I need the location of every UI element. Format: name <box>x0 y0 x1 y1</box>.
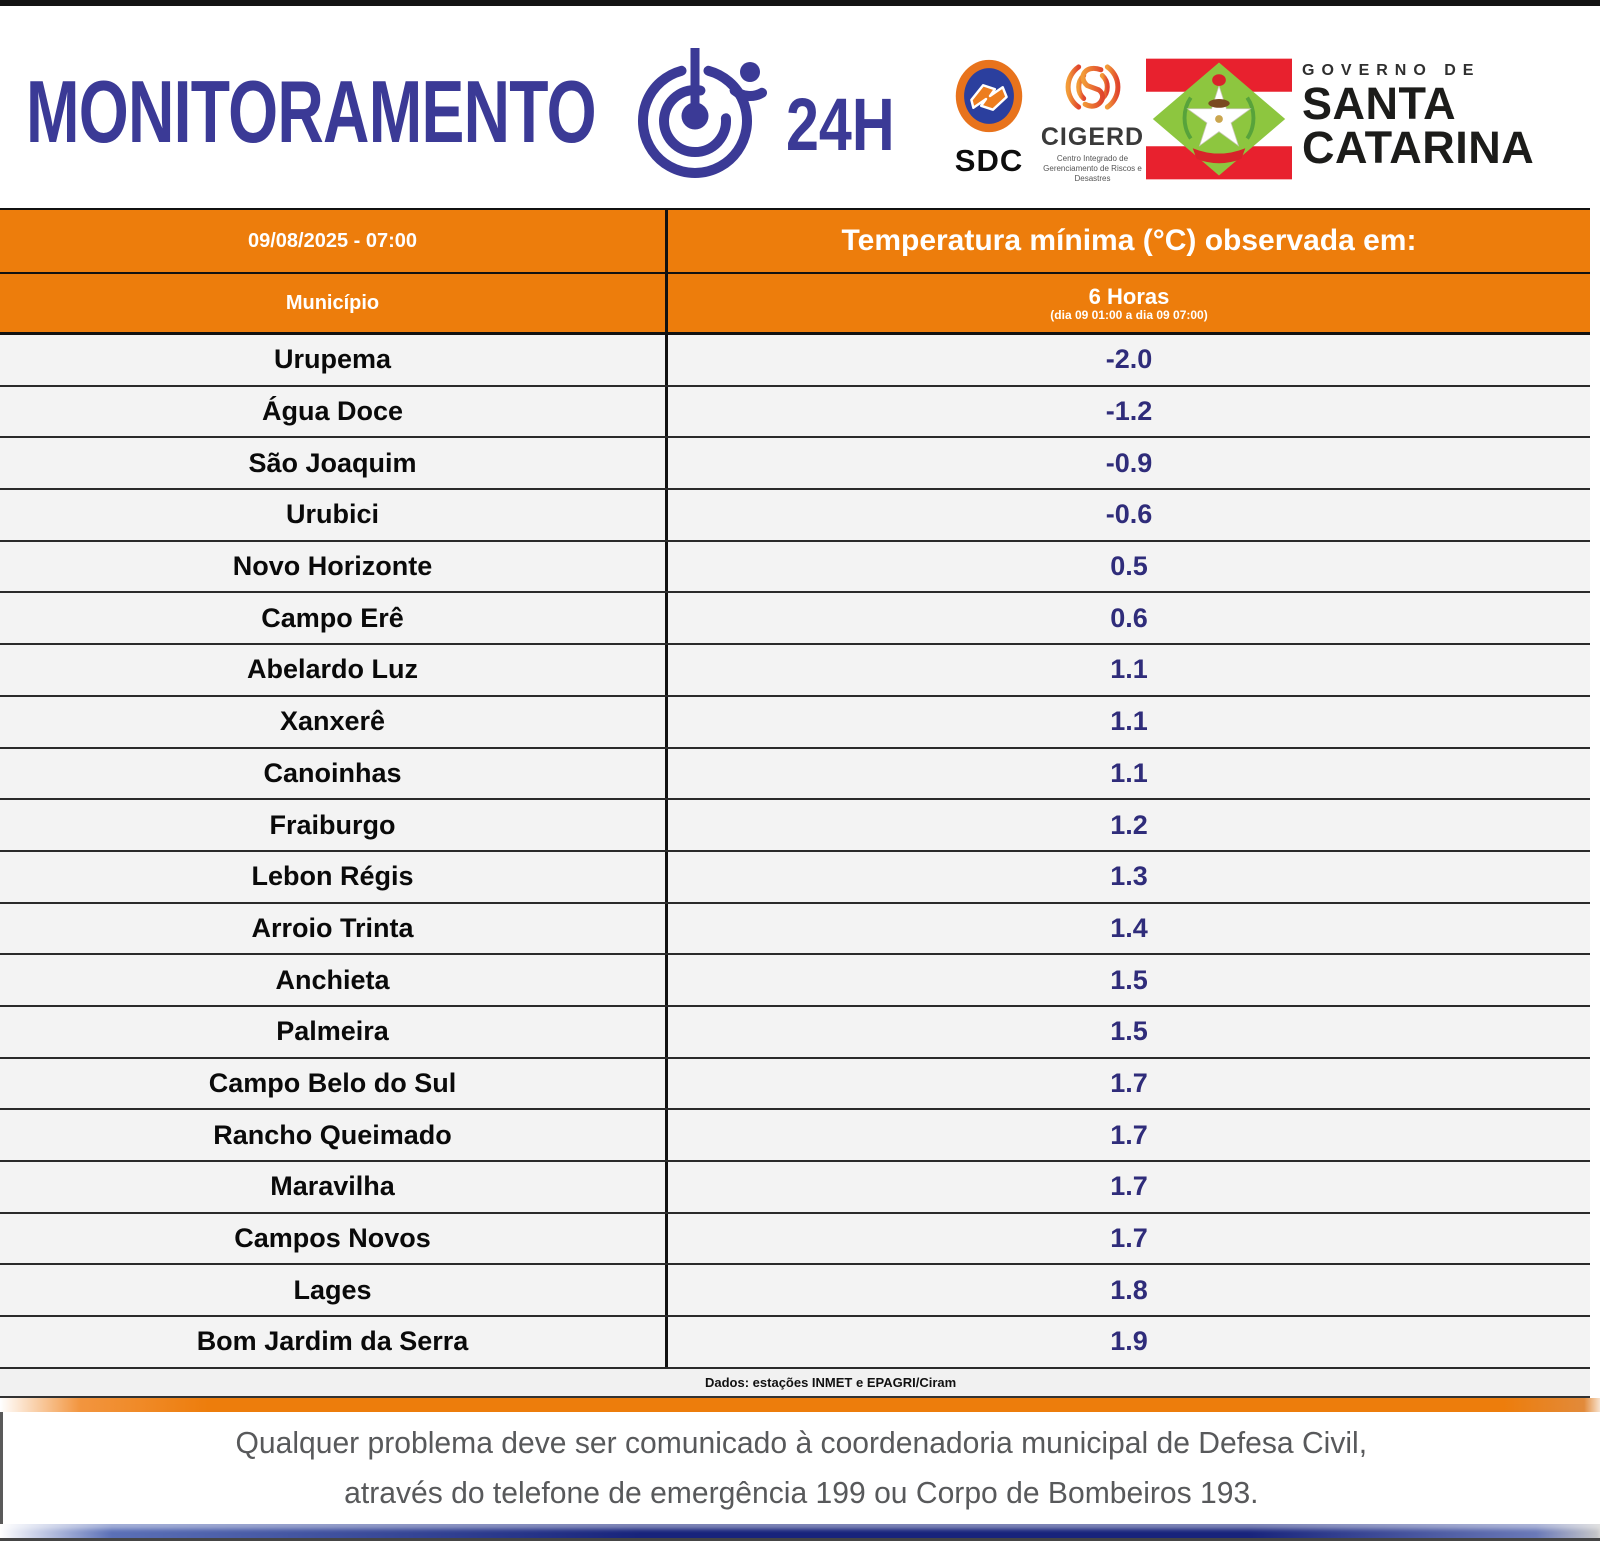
brand-title: MONITORAMENTO <box>26 62 596 161</box>
table-row <box>0 1110 1590 1162</box>
table-row <box>0 1214 1590 1266</box>
table-row <box>0 645 1590 697</box>
value-cell: 1.1 <box>1110 706 1148 737</box>
period-column-subheader: (dia 09 01:00 a dia 09 07:00) <box>1050 308 1208 323</box>
blue-divider-bar <box>0 1524 1600 1538</box>
table-row <box>0 387 1590 439</box>
governo-logo <box>1302 62 1535 173</box>
radar-24h-icon <box>612 44 792 214</box>
municipality-cell: Urupema <box>273 344 392 375</box>
municipality-cell: Arroio Trinta <box>251 912 414 943</box>
table-row <box>0 904 1590 956</box>
governo-kicker: GOVERNO DE <box>1302 62 1481 79</box>
table-row <box>0 697 1590 749</box>
value-cell: 1.4 <box>1110 912 1148 943</box>
value-cell: 1.7 <box>1110 1067 1148 1098</box>
municipality-cell: Água Doce <box>261 396 404 427</box>
municipality-cell: Maravilha <box>270 1171 395 1202</box>
period-header-cell <box>668 274 1590 332</box>
table-row <box>0 800 1590 852</box>
value-cell: -0.9 <box>1105 447 1153 478</box>
table-row <box>0 1317 1590 1369</box>
cigerd-logo <box>1030 54 1155 184</box>
value-cell: 1.8 <box>1110 1274 1148 1305</box>
value-cell: 0.5 <box>1110 551 1148 582</box>
municipality-cell: Lages <box>293 1274 372 1305</box>
governo-name-line2: CATARINA <box>1302 122 1535 173</box>
municipality-cell: Novo Horizonte <box>232 551 433 582</box>
table-row <box>0 749 1590 801</box>
table-row <box>0 1059 1590 1111</box>
value-cell: 1.3 <box>1110 861 1148 892</box>
data-source-note: Dados: estações INMET e EPAGRI/Ciram <box>705 1374 957 1390</box>
santa-catarina-flag <box>1146 58 1292 180</box>
sdc-emblem-icon <box>945 54 1033 140</box>
value-cell: 1.9 <box>1110 1326 1148 1357</box>
table-row <box>0 1162 1590 1214</box>
footer-notice <box>0 1412 1600 1524</box>
page-header <box>0 6 1600 208</box>
municipio-column-header: Município <box>285 291 380 314</box>
table-row <box>0 1007 1590 1059</box>
value-cell: 1.1 <box>1110 757 1148 788</box>
value-cell: 1.7 <box>1110 1171 1148 1202</box>
value-cell: 0.6 <box>1110 602 1148 633</box>
temperature-table <box>0 208 1590 1398</box>
table-row <box>0 852 1590 904</box>
table-title-cell <box>668 210 1590 272</box>
municipality-cell: Bom Jardim da Serra <box>196 1326 469 1357</box>
municipality-cell: Xanxerê <box>279 706 386 737</box>
municipality-cell: São Joaquim <box>248 447 417 478</box>
table-row <box>0 593 1590 645</box>
municipality-cell: Anchieta <box>275 964 390 995</box>
municipality-cell: Campo Erê <box>261 602 404 633</box>
value-cell: 1.5 <box>1110 1016 1148 1047</box>
table-row <box>0 438 1590 490</box>
value-cell: 1.7 <box>1110 1119 1148 1150</box>
table-row <box>0 955 1590 1007</box>
table-row <box>0 1265 1590 1317</box>
table-row <box>0 335 1590 387</box>
report-datetime: 09/08/2025 - 07:00 <box>247 229 418 252</box>
value-cell: -2.0 <box>1105 344 1153 375</box>
footer-notice-line1: Qualquer problema deve ser comunicado à coordenadoria municipal de Defesa Civil, <box>235 1424 1368 1460</box>
table-title-row <box>0 208 1590 274</box>
municipality-cell: Abelardo Luz <box>246 654 418 685</box>
table-header-row <box>0 274 1590 335</box>
footer-notice-line2: através do telefone de emergência 199 ou Corpo de Bombeiros 193. <box>344 1474 1259 1510</box>
table-row <box>0 542 1590 594</box>
municipality-cell: Fraiburgo <box>269 809 396 840</box>
value-cell: -0.6 <box>1105 499 1153 530</box>
cigerd-subtitle: Centro Integrado de Gerenciamento de Riscos e Desastres <box>1043 154 1142 183</box>
brand-suffix-24h: 24H <box>786 83 895 166</box>
cigerd-label: CIGERD <box>1040 123 1145 151</box>
value-cell: 1.5 <box>1110 964 1148 995</box>
value-cell: 1.2 <box>1110 809 1148 840</box>
municipality-cell: Campos Novos <box>234 1223 431 1254</box>
municipality-cell: Canoinhas <box>263 757 402 788</box>
datetime-cell <box>0 210 668 272</box>
governo-name-line1: SANTA <box>1302 78 1457 129</box>
municipality-cell: Urubici <box>285 499 379 530</box>
sdc-logo <box>945 54 1033 179</box>
cigerd-wave-icon <box>1033 54 1153 120</box>
municipality-cell: Palmeira <box>276 1016 389 1047</box>
municipio-header-cell <box>0 274 668 332</box>
period-column-header: 6 Horas <box>1088 283 1170 309</box>
source-row <box>0 1369 1590 1398</box>
municipality-cell: Lebon Régis <box>251 861 414 892</box>
bottom-border-strip <box>0 1538 1600 1541</box>
value-cell: 1.1 <box>1110 654 1148 685</box>
orange-divider-bar <box>0 1398 1600 1412</box>
municipality-cell: Rancho Queimado <box>213 1119 452 1150</box>
sdc-label: SDC <box>954 143 1024 178</box>
municipality-cell: Campo Belo do Sul <box>208 1067 457 1098</box>
value-cell: 1.7 <box>1110 1223 1148 1254</box>
table-row <box>0 490 1590 542</box>
value-cell: -1.2 <box>1105 396 1153 427</box>
table-title: Temperatura mínima (°C) observada em: <box>841 224 1417 257</box>
table-body <box>0 335 1590 1369</box>
